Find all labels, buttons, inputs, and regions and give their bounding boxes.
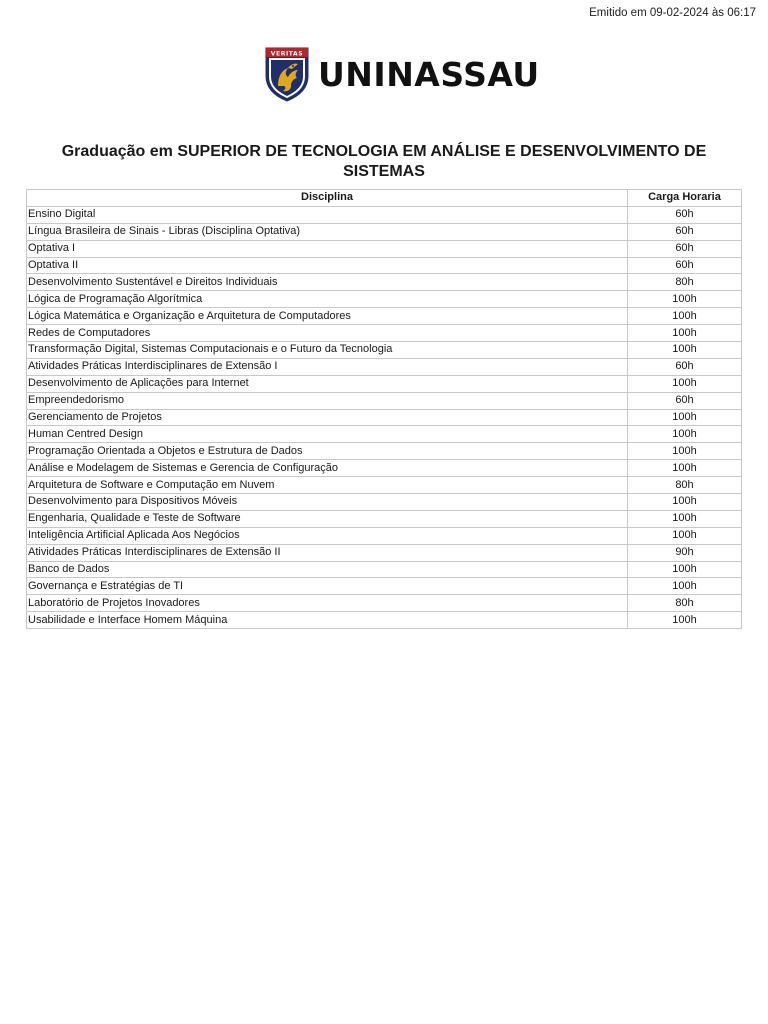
discipline-cell: Engenharia, Qualidade e Teste de Software [27,510,628,527]
workload-cell: 80h [628,595,742,612]
workload-cell: 100h [628,443,742,460]
discipline-cell: Empreendedorismo [27,392,628,409]
discipline-cell: Banco de Dados [27,561,628,578]
table-row [27,308,742,325]
discipline-cell: Desenvolvimento para Dispositivos Móveis [27,494,628,511]
table-row [27,612,742,629]
table-row [27,510,742,527]
table-row [27,544,742,561]
discipline-cell: Lógica Matemática e Organização e Arquitetura de Computadores [27,308,628,325]
workload-cell: 60h [628,358,742,375]
discipline-cell: Lógica de Programação Algorítmica [27,291,628,308]
table-row [27,595,742,612]
workload-cell: 60h [628,223,742,240]
workload-cell: 80h [628,274,742,291]
table-row [27,291,742,308]
workload-cell: 100h [628,612,742,629]
curriculum-table [26,189,742,629]
workload-cell: 100h [628,409,742,426]
table-header-row [27,190,742,207]
table-row [27,409,742,426]
table-row [27,460,742,477]
discipline-cell: Análise e Modelagem de Sistemas e Gerencia de Configuração [27,460,628,477]
table-row [27,477,742,494]
workload-cell: 60h [628,206,742,223]
table-row [27,325,742,342]
table-row [27,578,742,595]
discipline-cell: Arquitetura de Software e Computação em Nuvem [27,477,628,494]
brand-name: UNINASSAU [318,54,540,94]
discipline-cell: Human Centred Design [27,426,628,443]
table-body [27,206,742,628]
workload-cell: 100h [628,527,742,544]
discipline-cell: Gerenciamento de Projetos [27,409,628,426]
workload-cell: 100h [628,578,742,595]
seal-text: VERITAS [270,50,304,58]
discipline-cell: Desenvolvimento Sustentável e Direitos Individuais [27,274,628,291]
workload-cell: 60h [628,240,742,257]
workload-cell: 100h [628,375,742,392]
table-row [27,342,742,359]
discipline-cell: Atividades Práticas Interdisciplinares de Extensão II [27,544,628,561]
workload-cell: 100h [628,510,742,527]
workload-cell: 100h [628,291,742,308]
discipline-cell: Língua Brasileira de Sinais - Libras (Disciplina Optativa) [27,223,628,240]
discipline-cell: Optativa I [27,240,628,257]
table-row [27,257,742,274]
column-header-workload: Carga Horaria [628,190,742,207]
page-title: Graduação em SUPERIOR DE TECNOLOGIA EM ANÁLISE E DESENVOLVIMENTO DE SISTEMAS [61,143,707,180]
workload-cell: 100h [628,342,742,359]
workload-cell: 60h [628,257,742,274]
workload-cell: 100h [628,308,742,325]
table-row [27,494,742,511]
workload-cell: 100h [628,325,742,342]
discipline-cell: Inteligência Artificial Aplicada Aos Negócios [27,527,628,544]
discipline-cell: Desenvolvimento de Aplicações para Internet [27,375,628,392]
table-row [27,561,742,578]
discipline-cell: Redes de Computadores [27,325,628,342]
table-row [27,443,742,460]
workload-cell: 100h [628,494,742,511]
table-row [27,223,742,240]
discipline-cell: Transformação Digital, Sistemas Computacionais e o Futuro da Tecnologia [27,342,628,359]
table-row [27,358,742,375]
institution-logo [264,46,540,102]
table-row [27,527,742,544]
table-row [27,375,742,392]
table-row [27,426,742,443]
discipline-cell: Programação Orientada a Objetos e Estrutura de Dados [27,443,628,460]
emission-timestamp: Emitido em 09-02-2024 às 06:17 [589,7,756,19]
workload-cell: 100h [628,426,742,443]
workload-cell: 100h [628,561,742,578]
discipline-cell: Laboratório de Projetos Inovadores [27,595,628,612]
workload-cell: 90h [628,544,742,561]
table-row [27,274,742,291]
column-header-discipline: Disciplina [27,190,628,207]
shield-crest-icon [264,46,310,102]
table-row [27,392,742,409]
discipline-cell: Ensino Digital [27,206,628,223]
workload-cell: 80h [628,477,742,494]
table-row [27,240,742,257]
discipline-cell: Optativa II [27,257,628,274]
workload-cell: 100h [628,460,742,477]
discipline-cell: Governança e Estratégias de TI [27,578,628,595]
workload-cell: 60h [628,392,742,409]
discipline-cell: Usabilidade e Interface Homem Máquina [27,612,628,629]
table-row [27,206,742,223]
discipline-cell: Atividades Práticas Interdisciplinares de Extensão I [27,358,628,375]
